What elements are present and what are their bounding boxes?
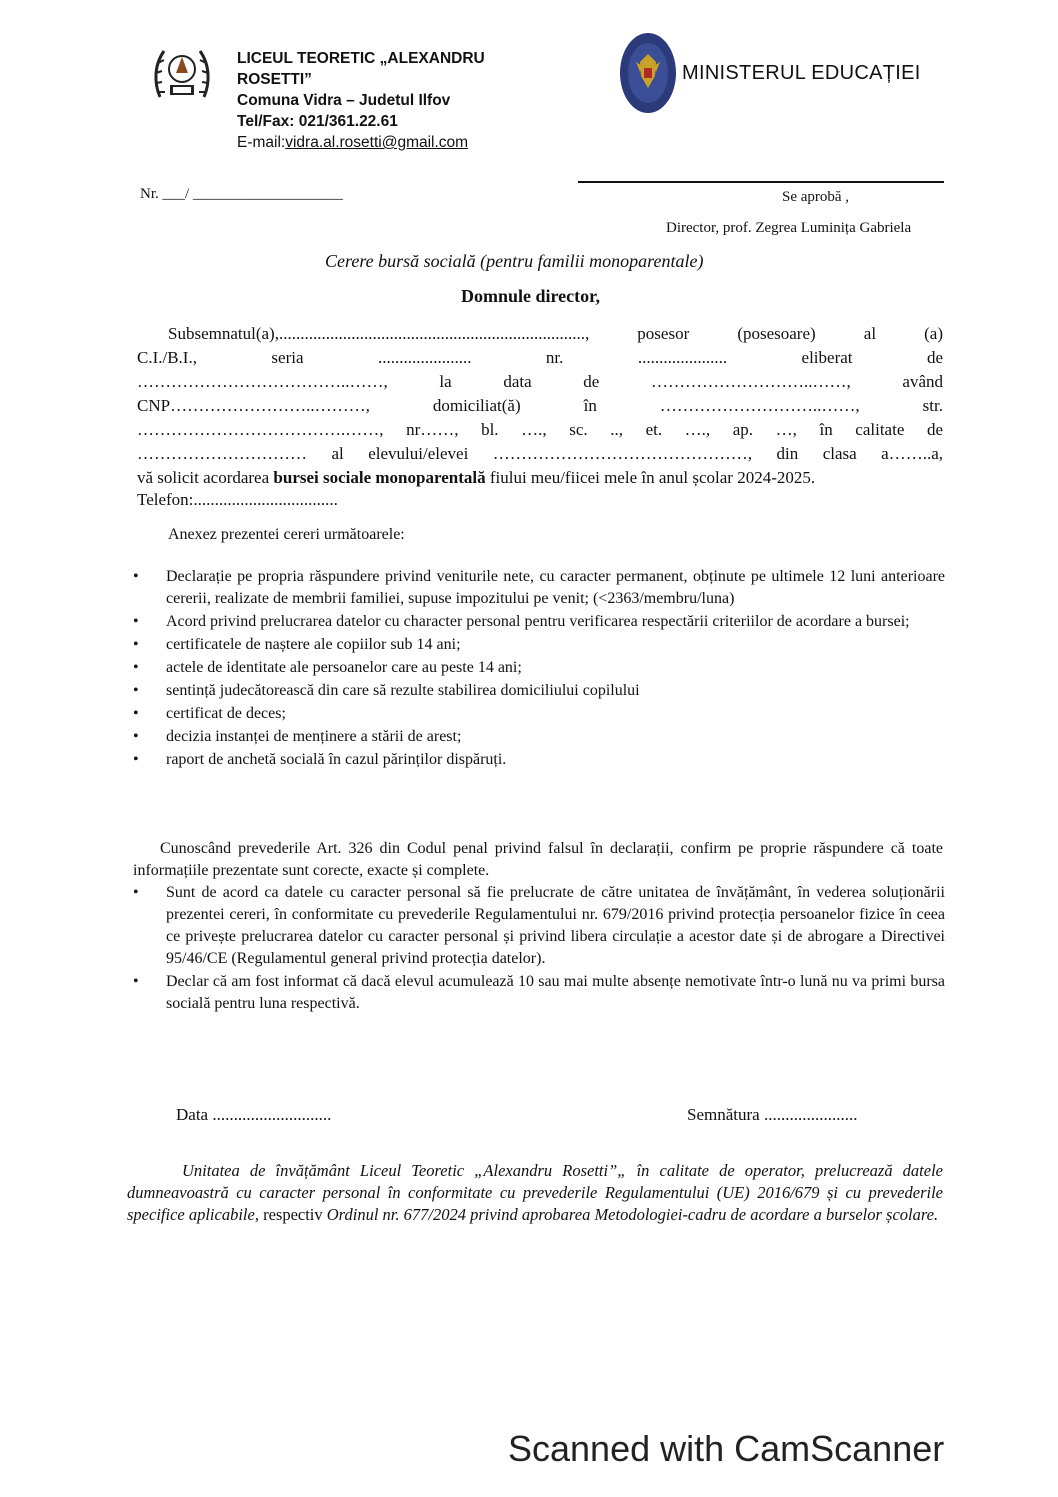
annex-item: • Acord privind prelucrarea datelor cu character personal pentru verificarea respectării criteriilor de acordare a bursei; [133, 611, 945, 633]
signature-field: Semnătura ...................... [687, 1105, 858, 1124]
ministry-name: MINISTERUL EDUCAȚIEI [682, 62, 921, 84]
annex-item: • sentință judecătorească din care să rezulte stabilirea domiciliului copilului [133, 680, 945, 702]
form-line-5: ……………………………….……, nr……, bl. …., sc. .., et. …., ap. …, în calitate de [137, 420, 943, 439]
form-line-4: CNP……………………..………, domiciliat(ă) în ………………………..……, str. [137, 396, 943, 415]
consent-item: • Sunt de acord ca datele cu caracter personal să fie prelucrate de către unitatea de învățământ, în vederea soluționării prezentei cereri, în conformitate cu prevederile Regulamentului nr. 679/2016 privind protecția persoanelor fizice în ceea ce privește prelucrarea datelor cu caracter personal și privind libera circulație a acestor date și de abrogare a Directivei 95/46/CE (Regulamentul general privind protecția datelor). [133, 882, 945, 970]
form-line-6: ………………………… al elevului/elevei ………………………………………, din clasa a……..a, [137, 444, 943, 463]
form-line-1: Subsemnatul(a),........................................................................, posesor (posesoare) al (a) [168, 324, 943, 343]
approval-line [578, 181, 944, 183]
request-sentence [137, 467, 815, 489]
school-name-line-2: ROSETTI” [237, 71, 312, 88]
data-protection-notice [127, 1160, 943, 1226]
notice-italic: Unitatea de învățământ Liceul Teoretic „Alexandru Rosetti”„ în calitate de operator, prelucrează datele dumneavoastră cu caracter personal în conformitate cu prevederile Regulamentului (UE) 2016/679 și cu prevederile specifice aplicabile, [127, 1161, 943, 1224]
school-emblem [152, 43, 212, 105]
scanner-watermark: Scanned with CamScanner [508, 1428, 945, 1469]
document-title: Cerere bursă socială (pentru familii monoparentale) [325, 251, 704, 271]
salutation: Domnule director, [461, 286, 600, 306]
annex-item: • decizia instanței de menținere a stării de arest; [133, 726, 945, 748]
school-address: Comuna Vidra – Judetul Ilfov [237, 92, 451, 109]
form-line-3: ………………………………..……, la data de ………………………..……, având [137, 372, 943, 391]
consent-list [133, 882, 945, 1015]
annex-item: • actele de identitate ale persoanelor care au peste 14 ani; [133, 657, 945, 679]
government-seal [619, 32, 677, 114]
email-prefix: E-mail: [237, 134, 286, 151]
notice-italic-2: Ordinul nr. 677/2024 privind aprobarea Metodologiei-cadru de acordare a burselor școlare. [326, 1205, 939, 1224]
annex-list [133, 566, 945, 771]
school-name-line-1: LICEUL TEORETIC „ALEXANDRU [237, 50, 485, 67]
email-link[interactable]: vidra.al.rosetti@gmail.com [285, 134, 469, 151]
request-bold: bursei sociale monoparentală [273, 468, 486, 487]
declaration: Cunoscând prevederile Art. 326 din Codul penal privind falsul în declarații, confirm pe proprie răspundere că toate informațiile prezentate sunt corecte, exacte și complete. [133, 840, 943, 879]
approval-text: Se aprobă , [782, 189, 850, 205]
form-line-2: C.I./B.I., seria ...................... nr. ..................... eliberat de [137, 348, 943, 367]
date-field: Data ............................ [176, 1105, 332, 1124]
school-info [237, 48, 507, 153]
director-name: Director, prof. Zegrea Luminița Gabriela [666, 220, 912, 236]
annex-intro: Anexez prezentei cereri următoarele: [168, 526, 405, 543]
request-post: fiului meu/fiicei mele în anul școlar 2024-2025. [485, 468, 816, 487]
annex-item: • raport de anchetă socială în cazul părinților dispăruți. [133, 749, 945, 771]
notice-normal: respectiv [258, 1205, 327, 1224]
school-phone: Tel/Fax: 021/361.22.61 [237, 113, 398, 130]
phone-field: Telefon:.................................. [137, 490, 338, 509]
school-email [237, 132, 507, 153]
annex-item: • Declarație pe propria răspundere privind veniturile nete, cu caracter permanent, obținute pe ultimele 12 luni anterioare cererii, realizate de membrii familiei, supuse impozitului pe venit; (<2363/membru/luna) [133, 566, 945, 610]
registration-number: Nr. ___/ ____________________ [140, 186, 343, 202]
annex-item: • certificat de deces; [133, 703, 945, 725]
consent-item: • Declar că am fost informat că dacă elevul acumulează 10 sau mai multe absențe nemotivate într-o lună nu va primi bursa socială pentru luna respectivă. [133, 971, 945, 1015]
request-pre: vă solicit acordarea [137, 468, 274, 487]
annex-item: • certificatele de naștere ale copiilor sub 14 ani; [133, 634, 945, 656]
